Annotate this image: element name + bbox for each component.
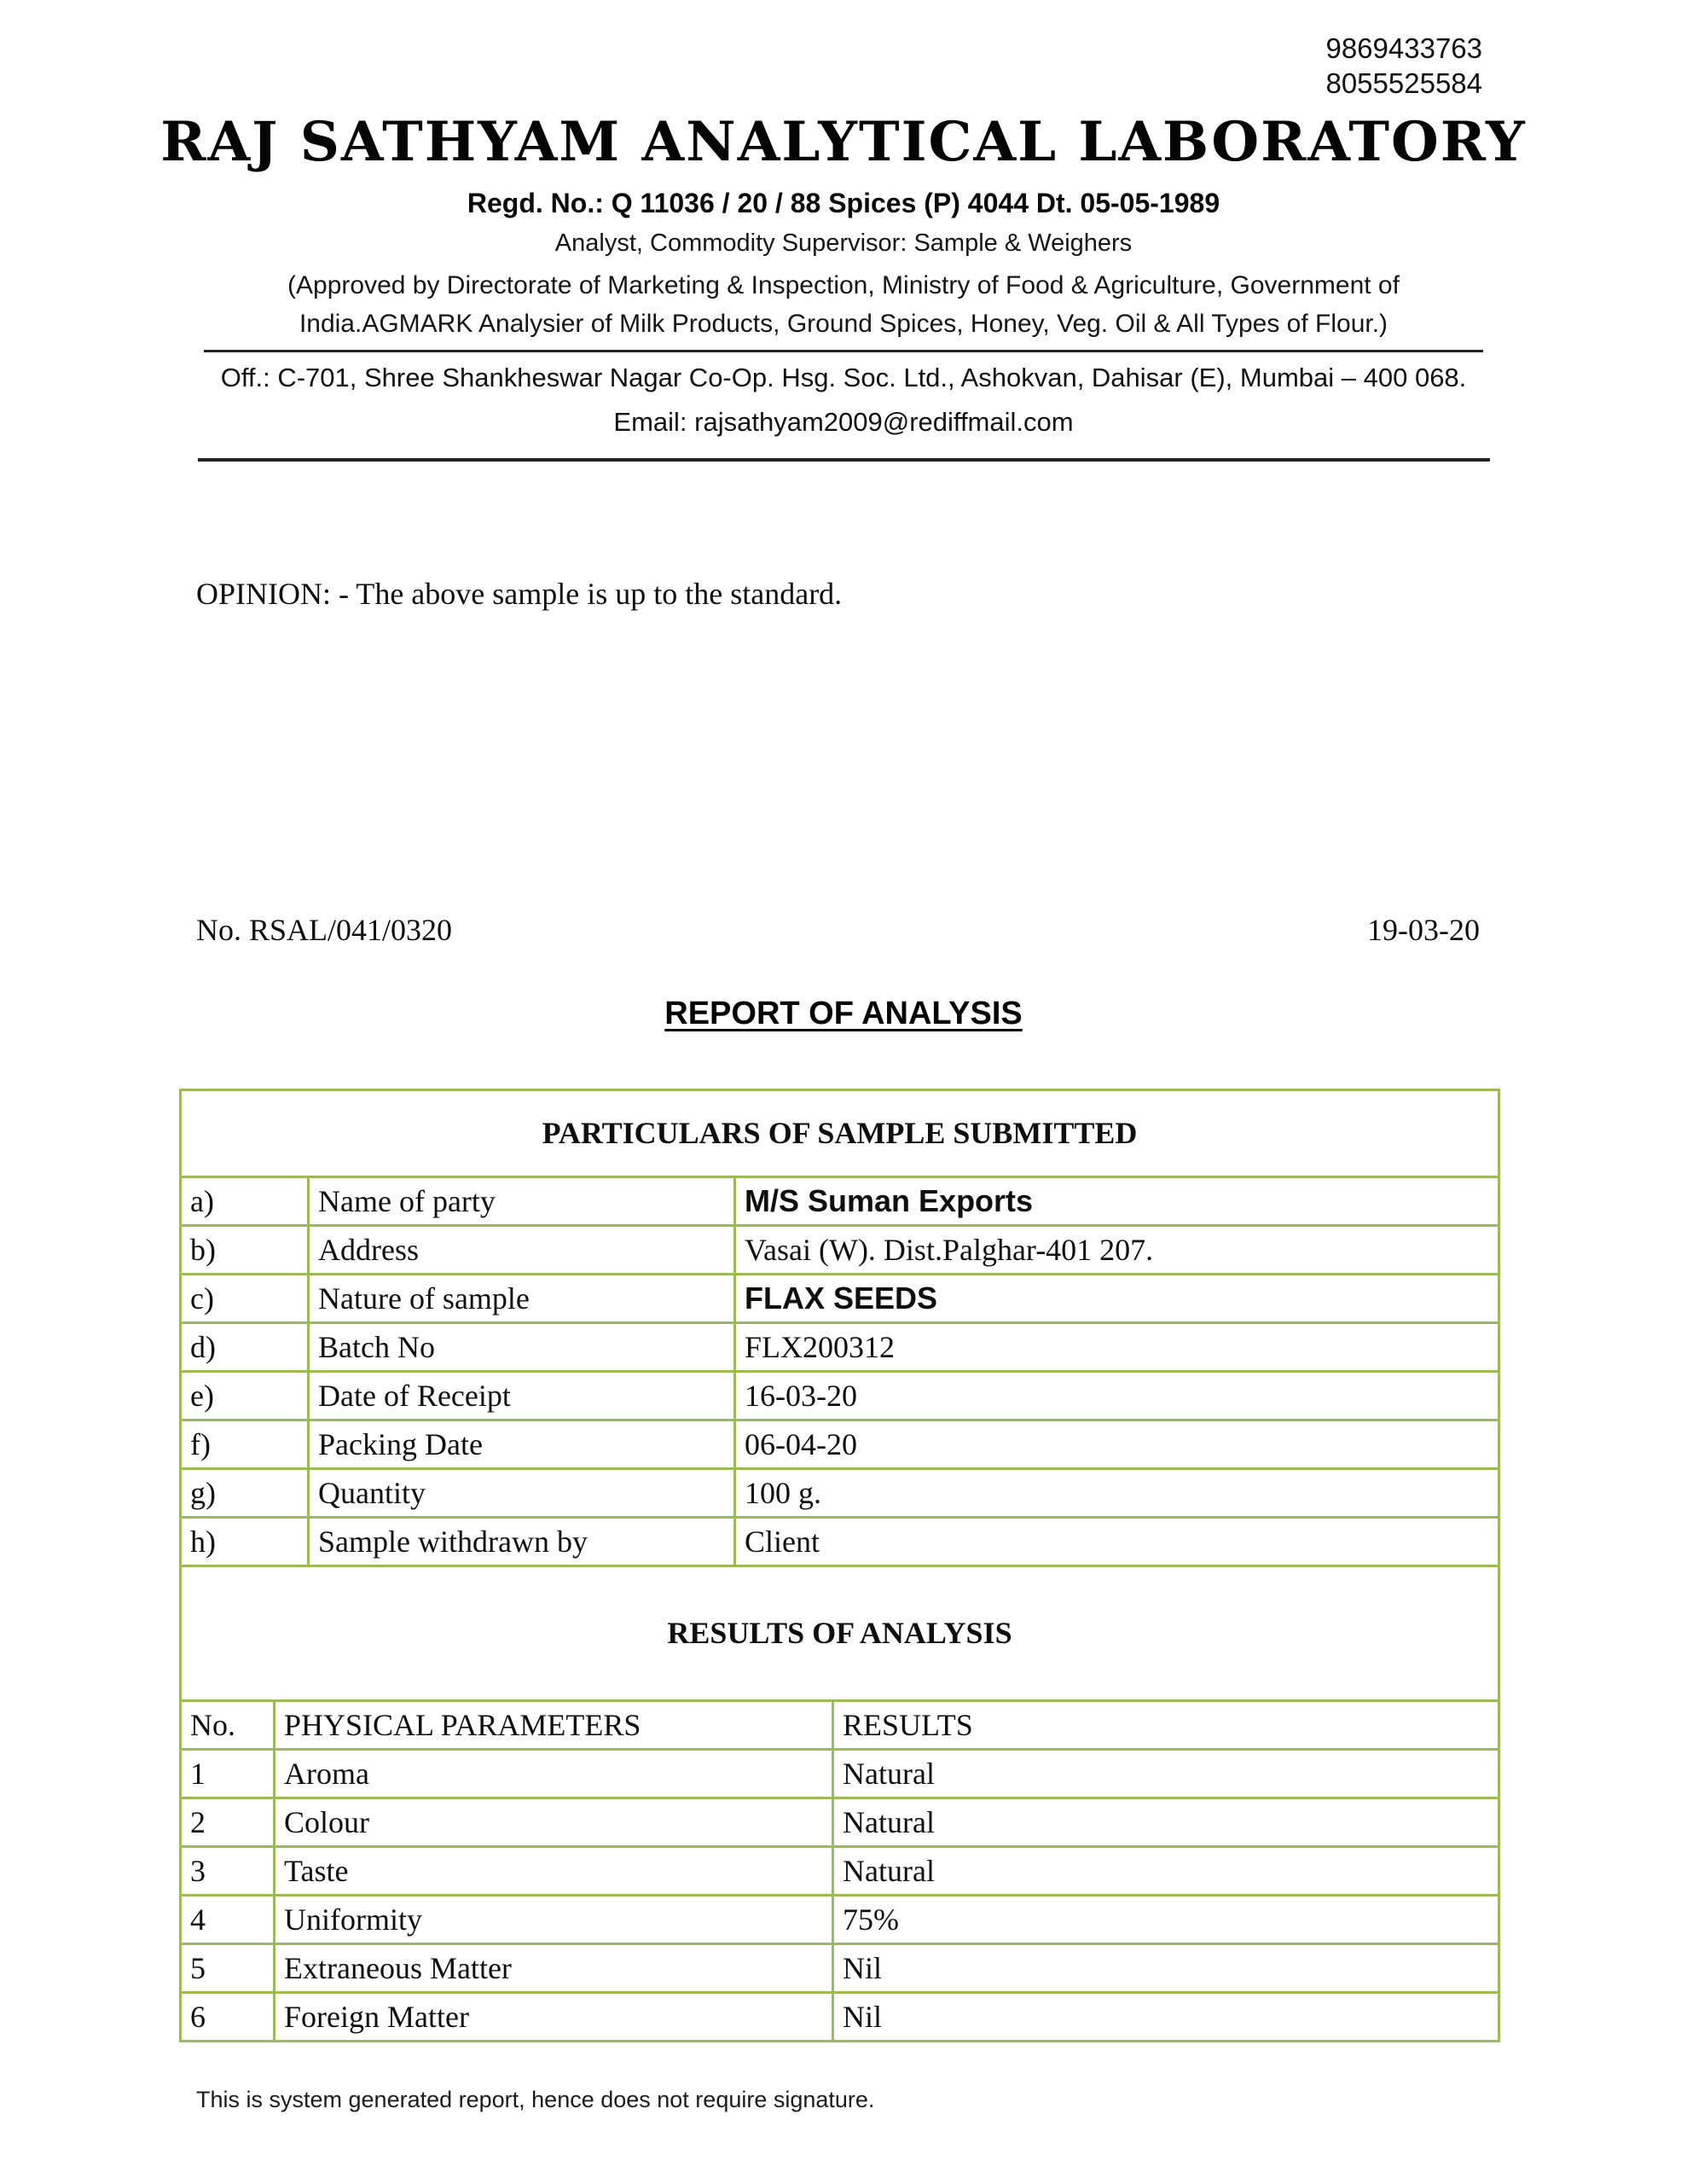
results-row-1 [181,1749,1499,1798]
row-number: 2 [181,1798,275,1846]
approved-line-1: (Approved by Directorate of Marketing & Inspection, Ministry of Food & Agriculture, Government of [287,270,1400,299]
column-header-no: No. [181,1700,275,1749]
row-value: 16-03-20 [735,1371,1499,1420]
row-value: 100 g. [735,1468,1499,1517]
row-result: Nil [833,1992,1499,2041]
approved-line-2: India.AGMARK Analysier of Milk Products, Ground Spices, Honey, Veg. Oil & All Types of Flour.) [299,309,1388,338]
results-title: RESULTS OF ANALYSIS [181,1565,1499,1700]
phone-number-1: 9869433763 [1325,32,1482,64]
particulars-table [179,1089,1500,1567]
row-result: 75% [833,1895,1499,1943]
report-number: No. RSAL/041/0320 [196,912,453,947]
row-value: M/S Suman Exports [735,1176,1499,1225]
row-letter: d) [181,1322,309,1371]
report-date: 19-03-20 [1367,912,1480,947]
results-row-5 [181,1943,1499,1992]
row-parameter: Extraneous Matter [275,1943,833,1992]
system-generated-note: This is system generated report, hence does not require signature. [196,2086,875,2112]
row-result: Natural [833,1846,1499,1895]
approved-by-paragraph [0,266,1687,343]
email-line: Email: rajsathyam2009@rediffmail.com [613,406,1074,437]
row-parameter: Colour [275,1798,833,1846]
row-value: 06-04-20 [735,1420,1499,1468]
lab-name-title: RAJ SATHYAM ANALYTICAL LABORATORY [160,109,1527,174]
row-letter: a) [181,1176,309,1225]
results-row-2 [181,1798,1499,1846]
row-number: 5 [181,1943,275,1992]
office-address-line: Off.: C-701, Shree Shankheswar Nagar Co-Op. Hsg. Soc. Ltd., Ashokvan, Dahisar (E), Mumbai – 400 068. [220,362,1467,392]
particulars-row-b [181,1225,1499,1274]
row-parameter: Aroma [275,1749,833,1798]
row-letter: g) [181,1468,309,1517]
header-divider-thick [198,458,1490,462]
row-letter: c) [181,1274,309,1322]
row-number: 1 [181,1749,275,1798]
row-letter: b) [181,1225,309,1274]
phone-numbers [0,0,1687,102]
results-header-row [181,1700,1499,1749]
row-number: 6 [181,1992,275,2041]
results-table [179,1565,1500,2042]
results-row-3 [181,1846,1499,1895]
column-header-results: RESULTS [833,1700,1499,1749]
particulars-row-c [181,1274,1499,1322]
row-label: Packing Date [309,1420,735,1468]
report-meta-row [196,912,1480,948]
row-letter: e) [181,1371,309,1420]
registration-line: Regd. No.: Q 11036 / 20 / 88 Spices (P) 4044 Dt. 05-05-1989 [467,187,1220,218]
results-row-4 [181,1895,1499,1943]
row-value: Vasai (W). Dist.Palghar-401 207. [735,1225,1499,1274]
row-label: Address [309,1225,735,1274]
row-label: Batch No [309,1322,735,1371]
row-number: 4 [181,1895,275,1943]
row-letter: f) [181,1420,309,1468]
row-label: Name of party [309,1176,735,1225]
particulars-row-f [181,1420,1499,1468]
row-result: Natural [833,1749,1499,1798]
row-label: Quantity [309,1468,735,1517]
row-result: Natural [833,1798,1499,1846]
particulars-row-g [181,1468,1499,1517]
row-number: 3 [181,1846,275,1895]
report-title: REPORT OF ANALYSIS [664,995,1023,1031]
particulars-row-e [181,1371,1499,1420]
particulars-header-row [181,1089,1499,1176]
particulars-row-d [181,1322,1499,1371]
header-divider-thin [204,350,1483,352]
row-parameter: Taste [275,1846,833,1895]
row-parameter: Foreign Matter [275,1992,833,2041]
particulars-title: PARTICULARS OF SAMPLE SUBMITTED [181,1089,1499,1176]
analyst-line: Analyst, Commodity Supervisor: Sample & Weighers [554,229,1133,257]
row-label: Date of Receipt [309,1371,735,1420]
particulars-row-h [181,1517,1499,1565]
phone-number-2: 8055525584 [1325,67,1482,100]
row-parameter: Uniformity [275,1895,833,1943]
row-result: Nil [833,1943,1499,1992]
opinion-statement: OPINION: - The above sample is up to the standard. [196,576,843,611]
particulars-row-a [181,1176,1499,1225]
row-letter: h) [181,1517,309,1565]
row-value: FLAX SEEDS [735,1274,1499,1322]
row-value: FLX200312 [735,1322,1499,1371]
row-label: Sample withdrawn by [309,1517,735,1565]
results-band-row [181,1565,1499,1700]
column-header-parameters: PHYSICAL PARAMETERS [275,1700,833,1749]
row-value: Client [735,1517,1499,1565]
row-label: Nature of sample [309,1274,735,1322]
results-row-6 [181,1992,1499,2041]
